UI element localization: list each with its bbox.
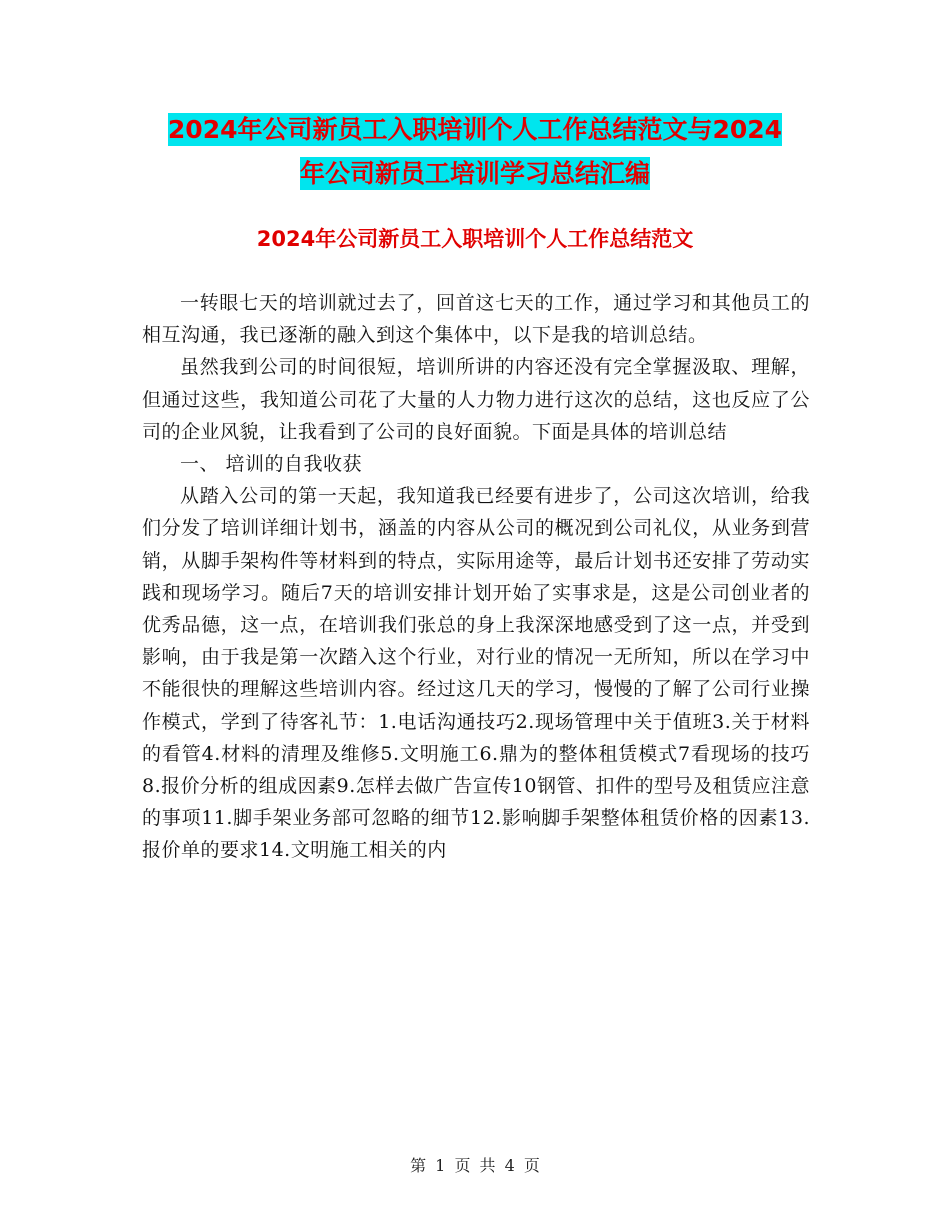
paragraph-details: 从踏入公司的第一天起，我知道我已经要有进步了，公司这次培训，给我们分发了培训详细计划书，涵盖的内容从公司的概况到公司礼仪，从业务到营销，从脚手架构件等材料到的特点，实际用途等，最后计划书还安排了劳动实践和现场学习。随后7天的培训安排计划开始了实事求是，这是公司创业者的优秀品德，这一点，在培训我们张总的身上我深深地感受到了这一点，并受到影响，由于我是第一次踏入这个行业，对行业的情况一无所知，所以在学习中不能很快的理解这些培训内容。经过这几天的学习，慢慢的了解了公司行业操作模式，学到了待客礼节：1.电话沟通技巧2.现场管理中关于值班3.关于材料的看管4.材料的清理及维修5.文明施工6.鼎为的整体租赁模式7看现场的技巧8.报价分析的组成因素9.怎样去做广告宣传10钢管、扣件的型号及租赁应注意的事项11.脚手架业务部可忽略的细节12.影响脚手架整体租赁价格的因素13.报价单的要求14.文明施工相关的内 <box>142 485 810 862</box>
document-title-line-1: 2024年公司新员工入职培训个人工作总结范文与2024 <box>167 115 783 144</box>
subheading-self-gain: 一、 培训的自我收获 <box>180 453 363 476</box>
document-title <box>140 108 810 196</box>
paragraph-overview: 虽然我到公司的时间很短，培训所讲的内容还没有完全掌握汲取、理解，但通过这些，我知道公司花了大量的人力物力进行这次的总结，这也反应了公司的企业风貌，让我看到了公司的良好面貌。下面是具体的培训总结 <box>142 356 810 443</box>
section-title: 2024年公司新员工入职培训个人工作总结范文 <box>256 227 694 251</box>
page-number-footer: 第 1 页 共 4 页 <box>410 1156 540 1175</box>
paragraph-intro: 一转眼七天的培训就过去了，回首这七天的工作，通过学习和其他员工的相互沟通，我已逐渐的融入到这个集体中，以下是我的培训总结。 <box>142 292 810 347</box>
document-title-line-2: 年公司新员工培训学习总结汇编 <box>299 159 650 188</box>
document-body <box>142 287 810 867</box>
